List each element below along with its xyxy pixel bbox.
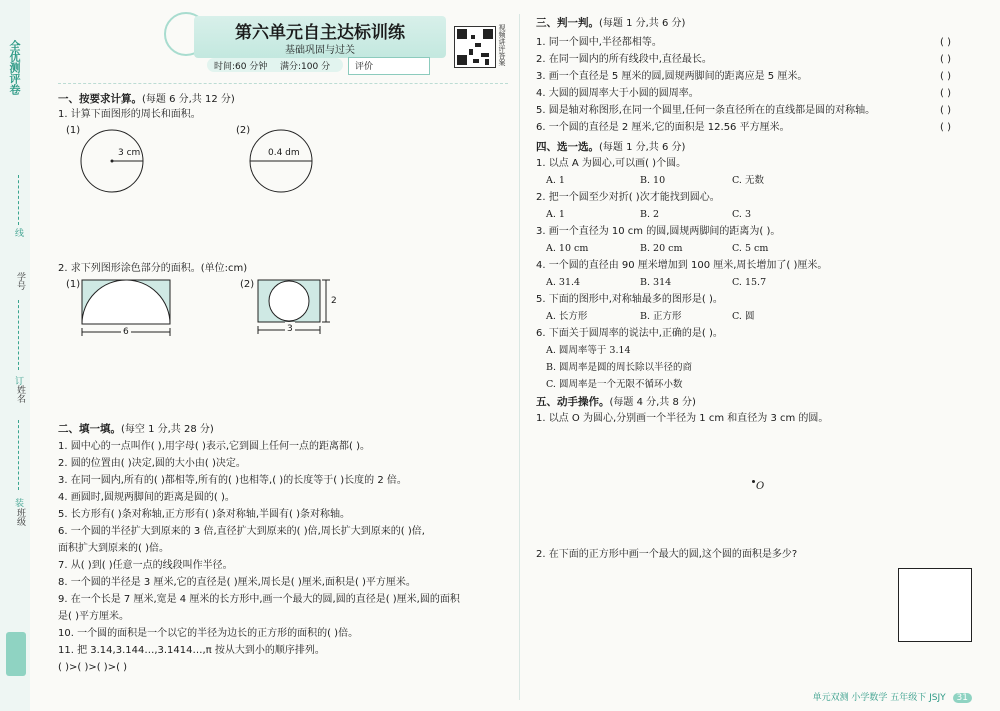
option-b[interactable]: B. 2: [640, 209, 660, 220]
s5-q2: 2. 在下面的正方形中画一个最大的圆,这个圆的面积是多少?: [536, 549, 798, 560]
option-c[interactable]: C. 圆周率是一个无限不循环小数: [546, 379, 683, 390]
choice-question: 4. 一个圆的直径由 90 厘米增加到 100 厘米,周长增加了( )厘米。: [536, 260, 828, 271]
binding-line: [18, 300, 19, 370]
side-zhuang: 装: [13, 498, 23, 507]
drawing-square[interactable]: [898, 568, 972, 642]
side-class: 班级: [15, 508, 25, 526]
option-c[interactable]: C. 圆: [732, 311, 755, 322]
judge-line: 5. 圆是轴对称图形,在同一个圆里,任何一条直径所在的直线都是圆的对称轴。: [536, 105, 876, 116]
footer-text: 单元双测 小学数学 五年级下 JSJY 31: [813, 690, 972, 703]
fill-line: 是( )平方厘米。: [58, 611, 129, 622]
divider: [58, 83, 508, 84]
judge-line: 1. 同一个圆中,半径都相等。: [536, 37, 662, 48]
full-score: 满分:100 分: [280, 62, 331, 72]
qr-caption: 视频讲评答案: [498, 24, 506, 66]
fill-line: 9. 在一个长是 7 厘米,宽是 4 厘米的长方形中,画一个最大的圆,圆的直径是( )厘米,圆的面积: [58, 594, 460, 605]
option-b[interactable]: B. 正方形: [640, 311, 682, 322]
option-b[interactable]: B. 20 cm: [640, 243, 683, 254]
s1-q2a: (1): [66, 279, 81, 290]
page-number: 31: [953, 693, 972, 703]
option-c[interactable]: C. 3: [732, 209, 752, 220]
option-c[interactable]: C. 5 cm: [732, 243, 769, 254]
s1-q1a: (1): [66, 125, 81, 136]
judge-answer-slot[interactable]: ( ): [940, 122, 951, 133]
judge-answer-slot[interactable]: ( ): [940, 54, 951, 65]
section-3-note: (每题 1 分,共 6 分): [599, 18, 686, 29]
fill-line: ( )>( )>( )>( ): [58, 662, 128, 673]
side-name: 姓名: [15, 385, 25, 403]
section-5-title: 五、动手操作。: [536, 396, 610, 408]
choice-question: 1. 以点 A 为圆心,可以画( )个圆。: [536, 158, 687, 169]
section-4-title: 四、选一选。: [536, 141, 599, 153]
option-c[interactable]: C. 无数: [732, 175, 764, 186]
fill-line: 7. 从( )到( )任意一点的线段叫作半径。: [58, 560, 233, 571]
option-a[interactable]: A. 1: [546, 175, 565, 186]
side-ding: 订: [13, 376, 23, 385]
qr-code-icon[interactable]: [454, 26, 496, 68]
option-a[interactable]: A. 1: [546, 209, 565, 220]
judge-answer-slot[interactable]: ( ): [940, 105, 951, 116]
option-a[interactable]: A. 圆周率等于 3.14: [546, 345, 631, 356]
side-xuehao: 学号: [15, 272, 25, 290]
brand-vertical: 全优测评卷: [8, 40, 21, 95]
binding-strip: [0, 0, 30, 711]
s5-q1: 1. 以点 O 为圆心,分别画一个半径为 1 cm 和直径为 3 cm 的圆。: [536, 413, 829, 424]
section-4-note: (每题 1 分,共 6 分): [599, 142, 686, 153]
page-title: 第六单元自主达标训练: [235, 23, 405, 43]
fig4-height-label: 2: [331, 296, 337, 306]
option-b[interactable]: B. 314: [640, 277, 672, 288]
judge-line: 6. 一个圆的直径是 2 厘米,它的面积是 12.56 平方厘米。: [536, 122, 790, 133]
choice-question: 5. 下面的图形中,对称轴最多的图形是( )。: [536, 294, 723, 305]
option-b[interactable]: B. 圆周率是圆的周长除以半径的商: [546, 362, 693, 373]
option-a[interactable]: A. 10 cm: [546, 243, 589, 254]
fill-line: 2. 圆的位置由( )决定,圆的大小由( )决定。: [58, 458, 246, 469]
circle-figure-2: [248, 128, 328, 208]
judge-line: 4. 大圆的圆周率大于小圆的圆周率。: [536, 88, 699, 99]
section-3-title: 三、判一判。: [536, 17, 599, 29]
fig2-label: 0.4 dm: [268, 148, 300, 158]
judge-line: 2. 在同一圆内的所有线段中,直径最长。: [536, 54, 712, 65]
section-2-title: 二、填一填。: [58, 423, 121, 435]
judge-answer-slot[interactable]: ( ): [940, 37, 951, 48]
fill-line: 5. 长方形有( )条对称轴,正方形有( )条对称轴,半圆有( )条对称轴。: [58, 509, 351, 520]
fig3-label: 6: [123, 327, 129, 337]
fig4-width-label: 3: [287, 324, 293, 334]
fill-line: 3. 在同一圆内,所有的( )都相等,所有的( )也相等,( )的长度等于( )长度的 2 倍。: [58, 475, 407, 486]
center-point-dot: [752, 480, 755, 483]
fill-line: 1. 圆中心的一点叫作( ),用字母( )表示,它到圆上任何一点的距离都( )。: [58, 441, 371, 452]
s1-q2: 2. 求下列图形涂色部分的面积。(单位:cm): [58, 263, 248, 274]
choice-question: 2. 把一个圆至少对折( )次才能找到圆心。: [536, 192, 720, 203]
s1-q2b: (2): [240, 279, 255, 290]
option-b[interactable]: B. 10: [640, 175, 666, 186]
center-point-label: O: [756, 481, 765, 492]
option-a[interactable]: A. 31.4: [546, 277, 581, 288]
s1-q1: 1. 计算下面图形的周长和面积。: [58, 109, 201, 120]
option-c[interactable]: C. 15.7: [732, 277, 767, 288]
s1-q1b: (2): [236, 125, 251, 136]
section-1-note: (每题 6 分,共 12 分): [142, 94, 235, 105]
fill-line: 11. 把 3.14,3.144…,3.1414…,π 按从大到小的顺序排列。: [58, 645, 325, 656]
column-divider: [519, 14, 520, 700]
page-subtitle: 基础巩固与过关: [285, 45, 355, 56]
judge-answer-slot[interactable]: ( ): [940, 88, 951, 99]
fill-line: 面积扩大到原来的( )倍。: [58, 543, 169, 554]
choice-question: 3. 画一个直径为 10 cm 的圆,圆规两脚间的距离为( )。: [536, 226, 781, 237]
section-5-note: (每题 4 分,共 8 分): [609, 397, 696, 408]
square-circle-figure: [254, 278, 344, 338]
fill-line: 6. 一个圆的半径扩大到原来的 3 倍,直径扩大到原来的( )倍,周长扩大到原来的( )倍,: [58, 526, 425, 537]
binding-line: [18, 420, 19, 490]
circle-figure-1: [78, 128, 158, 208]
fig1-label: 3 cm: [118, 148, 141, 158]
section-1-title: 一、按要求计算。: [58, 93, 142, 105]
binding-line: [18, 175, 19, 225]
option-a[interactable]: A. 长方形: [546, 311, 588, 322]
time-limit: 时间:60 分钟: [214, 62, 268, 72]
brand-logo-icon: [6, 632, 26, 676]
choice-question: 6. 下面关于圆周率的说法中,正确的是( )。: [536, 328, 723, 339]
judge-answer-slot[interactable]: ( ): [940, 71, 951, 82]
fill-line: 8. 一个圆的半径是 3 厘米,它的直径是( )厘米,周长是( )厘米,面积是( )平方厘米。: [58, 577, 416, 588]
fill-line: 10. 一个圆的面积是一个以它的半径为边长的正方形的面积的( )倍。: [58, 628, 359, 639]
fill-line: 4. 画圆时,圆规两脚间的距离是圆的( )。: [58, 492, 235, 503]
evaluation-label: 评价: [355, 62, 374, 72]
section-2-note: (每空 1 分,共 28 分): [121, 424, 214, 435]
judge-line: 3. 画一个直径是 5 厘米的圆,圆规两脚间的距离应是 5 厘米。: [536, 71, 808, 82]
side-xian: 线: [13, 228, 23, 237]
